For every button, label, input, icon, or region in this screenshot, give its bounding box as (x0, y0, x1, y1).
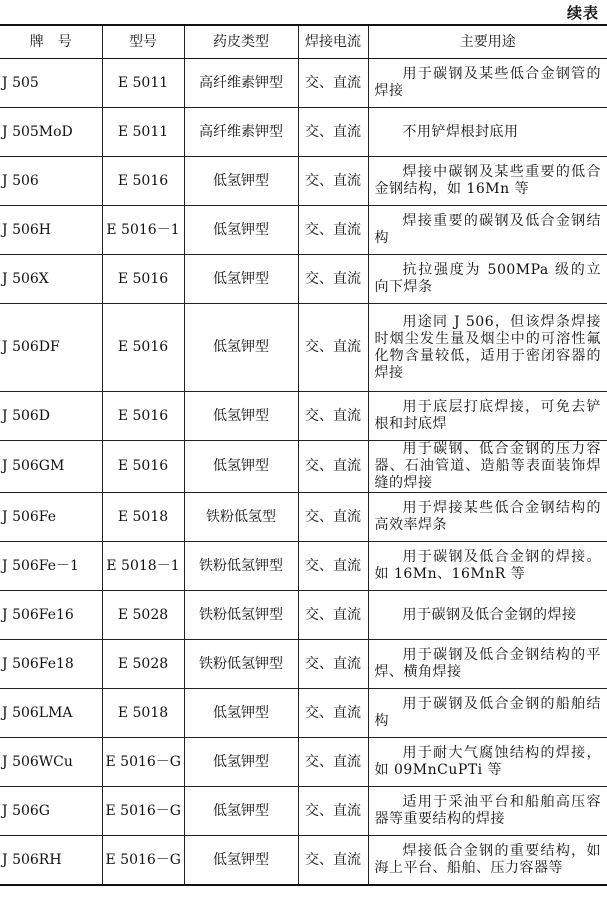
cell-grade: J 506Fe18 (0, 640, 102, 689)
header-grade: 牌 号 (0, 25, 102, 59)
cell-model: E 5016－G (102, 787, 184, 836)
cell-model: E 5011 (102, 108, 184, 157)
table-row (0, 392, 607, 441)
cell-model: E 5016 (102, 392, 184, 441)
table-row (0, 59, 607, 108)
cell-usage: 适用于采油平台和船舶高压容器等重要结构的焊接 (368, 787, 607, 836)
cell-grade: J 506X (0, 255, 102, 304)
cell-current: 交、直流 (298, 59, 368, 108)
cell-coating: 铁粉低氢钾型 (184, 640, 298, 689)
cell-current: 交、直流 (298, 591, 368, 640)
cell-usage: 用途同 J 506，但该焊条焊接时烟尘发生量及烟尘中的可溶性氟化物含量较低，适用于密闭容器的焊接 (368, 304, 607, 392)
cell-coating: 低氢钾型 (184, 157, 298, 206)
cell-grade: J 506Fe (0, 493, 102, 542)
cell-coating: 铁粉低氢钾型 (184, 542, 298, 591)
cell-model: E 5011 (102, 59, 184, 108)
cell-usage: 焊接中碳钢及某些重要的低合金钢结构，如 16Mn 等 (368, 157, 607, 206)
cell-usage: 抗拉强度为 500MPa 级的立向下焊条 (368, 255, 607, 304)
header-model: 型号 (102, 25, 184, 59)
cell-model: E 5016－1 (102, 206, 184, 255)
cell-grade: J 506G (0, 787, 102, 836)
cell-current: 交、直流 (298, 542, 368, 591)
table-row (0, 787, 607, 836)
cell-current: 交、直流 (298, 836, 368, 886)
cell-current: 交、直流 (298, 157, 368, 206)
cell-coating: 低氢钾型 (184, 441, 298, 493)
cell-model: E 5016－G (102, 836, 184, 886)
cell-current: 交、直流 (298, 304, 368, 392)
cell-model: E 5018 (102, 493, 184, 542)
table-row (0, 542, 607, 591)
cell-coating: 低氢钾型 (184, 392, 298, 441)
cell-grade: J 506GM (0, 441, 102, 493)
cell-usage: 焊接重要的碳钢及低合金钢结构 (368, 206, 607, 255)
cell-current: 交、直流 (298, 392, 368, 441)
cell-usage: 用于碳钢及某些低合金钢管的焊接 (368, 59, 607, 108)
cell-grade: J 505 (0, 59, 102, 108)
cell-grade: J 506 (0, 157, 102, 206)
cell-coating: 低氢钾型 (184, 689, 298, 738)
cell-model: E 5016 (102, 255, 184, 304)
cell-model: E 5028 (102, 640, 184, 689)
cell-usage: 用于碳钢及低合金钢的焊接 (368, 591, 607, 640)
cell-coating: 低氢钾型 (184, 738, 298, 787)
electrode-table (0, 24, 607, 886)
table-row (0, 441, 607, 493)
cell-current: 交、直流 (298, 206, 368, 255)
table-row (0, 493, 607, 542)
cell-usage: 用于底层打底焊接，可免去铲根和封底焊 (368, 392, 607, 441)
cell-model: E 5016 (102, 441, 184, 493)
table-row (0, 738, 607, 787)
cell-grade: J 506H (0, 206, 102, 255)
cell-usage: 用于碳钢及低合金钢结构的平焊、横角焊接 (368, 640, 607, 689)
table-row (0, 304, 607, 392)
cell-current: 交、直流 (298, 108, 368, 157)
cell-grade: J 505MoD (0, 108, 102, 157)
cell-current: 交、直流 (298, 738, 368, 787)
cell-model: E 5018－1 (102, 542, 184, 591)
cell-model: E 5016 (102, 157, 184, 206)
cell-grade: J 506Fe－1 (0, 542, 102, 591)
cell-grade: J 506Fe16 (0, 591, 102, 640)
cell-current: 交、直流 (298, 493, 368, 542)
header-coating: 药皮类型 (184, 25, 298, 59)
cell-current: 交、直流 (298, 640, 368, 689)
table-row (0, 255, 607, 304)
cell-current: 交、直流 (298, 787, 368, 836)
cell-grade: J 506DF (0, 304, 102, 392)
cell-coating: 低氢钾型 (184, 206, 298, 255)
cell-coating: 低氢钾型 (184, 304, 298, 392)
cell-usage: 用于碳钢、低合金钢的压力容器、石油管道、造船等表面装饰焊缝的焊接 (368, 441, 607, 493)
cell-current: 交、直流 (298, 255, 368, 304)
table-row (0, 689, 607, 738)
cell-usage: 不用铲焊根封底用 (368, 108, 607, 157)
cell-usage: 用于耐大气腐蚀结构的焊接，如 09MnCuPTi 等 (368, 738, 607, 787)
cell-usage: 用于碳钢及低合金钢的焊接。如 16Mn、16MnR 等 (368, 542, 607, 591)
cell-grade: J 506D (0, 392, 102, 441)
table-row (0, 640, 607, 689)
table-row (0, 836, 607, 886)
cell-usage: 用于焊接某些低合金钢结构的高效率焊条 (368, 493, 607, 542)
table-header-row (0, 25, 607, 59)
header-current: 焊接电流 (298, 25, 368, 59)
cell-coating: 低氢钾型 (184, 787, 298, 836)
cell-coating: 铁粉低氢型 (184, 493, 298, 542)
cell-coating: 高纤维素钾型 (184, 108, 298, 157)
cell-usage: 用于碳钢及低合金钢的船舶结构 (368, 689, 607, 738)
table-row (0, 157, 607, 206)
cell-coating: 低氢钾型 (184, 255, 298, 304)
table-row (0, 206, 607, 255)
cell-grade: J 506LMA (0, 689, 102, 738)
cell-grade: J 506WCu (0, 738, 102, 787)
cell-current: 交、直流 (298, 441, 368, 493)
cell-coating: 铁粉低氢钾型 (184, 591, 298, 640)
cell-usage: 焊接低合金钢的重要结构，如海上平台、船舶、压力容器等 (368, 836, 607, 886)
header-usage: 主要用途 (368, 25, 607, 59)
cell-coating: 高纤维素钾型 (184, 59, 298, 108)
cell-grade: J 506RH (0, 836, 102, 886)
cell-model: E 5016 (102, 304, 184, 392)
table-row (0, 108, 607, 157)
cell-current: 交、直流 (298, 689, 368, 738)
cell-model: E 5018 (102, 689, 184, 738)
cell-model: E 5016－G (102, 738, 184, 787)
cell-coating: 低氢钾型 (184, 836, 298, 886)
continued-label: 续表 (566, 4, 599, 22)
table-row (0, 591, 607, 640)
cell-model: E 5028 (102, 591, 184, 640)
